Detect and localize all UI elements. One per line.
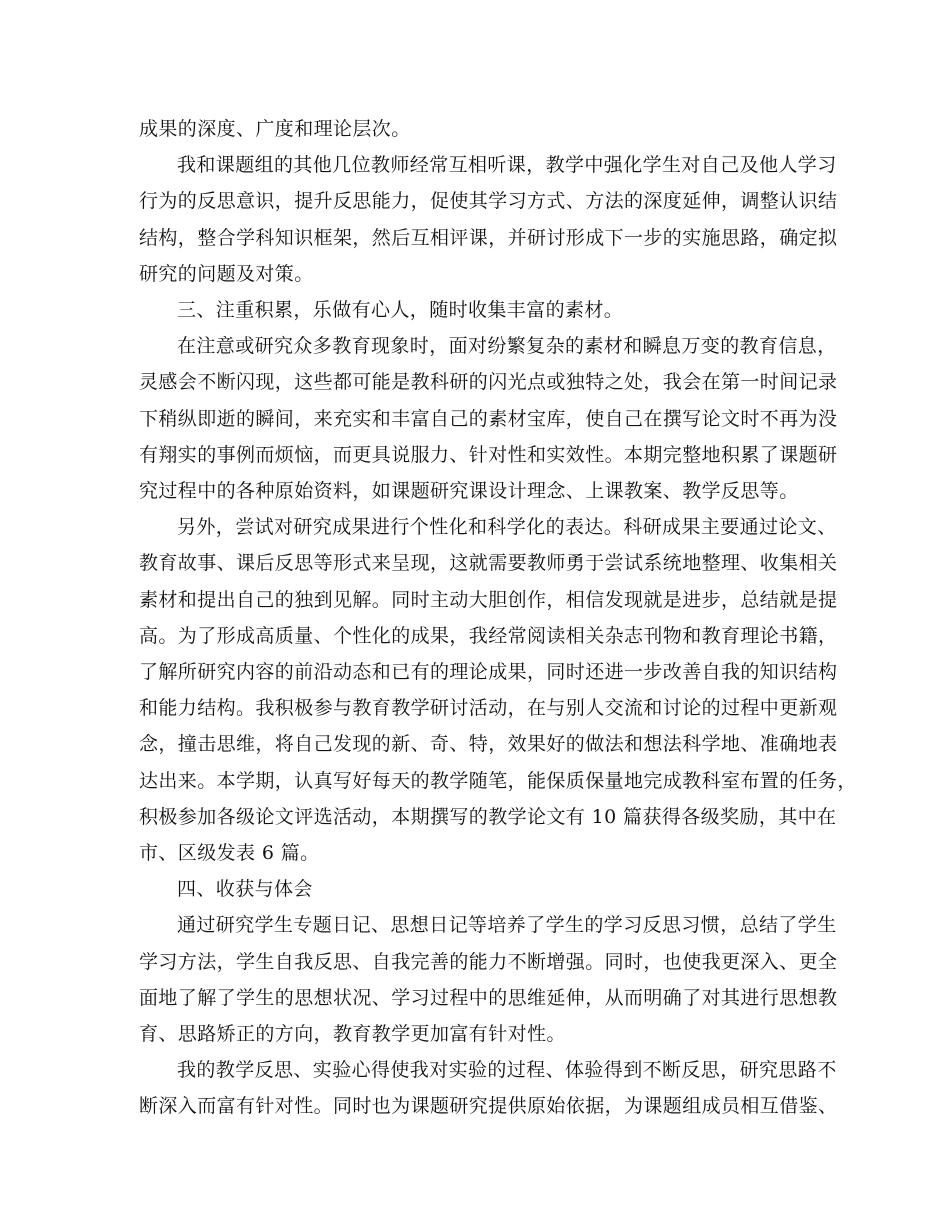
paragraph bbox=[139, 871, 819, 907]
text-line: 究过程中的各种原始资料，如课题研究课设计理念、上课教案、教学反思等。 bbox=[139, 480, 799, 503]
paragraph bbox=[139, 907, 838, 1052]
text-line: 和能力结构。我积极参与教育教学研讨活动，在与别人交流和讨论的过程中更新观 bbox=[139, 697, 838, 720]
document-body bbox=[139, 111, 857, 1125]
text-line: 下稍纵即逝的瞬间，来充实和丰富自己的素材宝库，使自己在撰写论文时不再为没 bbox=[139, 407, 838, 430]
text-line: 达出来。本学期，认真写好每天的教学随笔，能保质保量地完成教科室布置的任务， bbox=[139, 769, 857, 792]
text-line: 另外，尝试对研究成果进行个性化和科学化的表达。科研成果主要通过论文、 bbox=[177, 516, 837, 539]
text-line: 高。为了形成高质量、个性化的成果，我经常阅读相关杂志刊物和教育理论书籍， bbox=[139, 624, 838, 647]
text-line: 灵感会不断闪现，这些都可能是教科研的闪光点或独特之处，我会在第一时间记录 bbox=[139, 371, 838, 394]
text-line: 面地了解了学生的思想状况、学习过程中的思维延伸，从而明确了对其进行思想教 bbox=[139, 986, 838, 1009]
text-line: 了解所研究内容的前沿动态和已有的理论成果，同时还进一步改善自我的知识结构 bbox=[139, 661, 838, 684]
text-line: 教育故事、课后反思等形式来呈现，这就需要教师勇于尝试系统地整理、收集相关 bbox=[139, 552, 838, 575]
paragraph bbox=[139, 292, 819, 328]
text-line: 有翔实的事例而烦恼，而更具说服力、针对性和实效性。本期完整地积累了课题研 bbox=[139, 443, 838, 466]
text-line: 三、注重积累，乐做有心人，随时收集丰富的素材。 bbox=[177, 299, 624, 322]
text-line: 积极参加各级论文评选活动，本期撰写的教学论文有 10 篇获得各级奖励，其中在 bbox=[139, 805, 837, 828]
text-line: 素材和提出自己的独到见解。同时主动大胆创作，相信发现就是进步，总结就是提 bbox=[139, 588, 838, 611]
text-line: 市、区级发表 6 篇。 bbox=[139, 842, 320, 865]
text-line: 育、思路矫正的方向，教育教学更加富有针对性。 bbox=[139, 1023, 566, 1046]
text-line: 我和课题组的其他几位教师经常互相听课，教学中强化学生对自己及他人学习 bbox=[177, 154, 837, 177]
text-line: 结构，整合学科知识框架，然后互相评课，并研讨形成下一步的实施思路，确定拟 bbox=[139, 226, 838, 249]
paragraph bbox=[139, 328, 838, 509]
paragraph bbox=[139, 147, 838, 292]
paragraph bbox=[139, 111, 819, 147]
text-line: 学习方法，学生自我反思、自我完善的能力不断增强。同时，也使我更深入、更全 bbox=[139, 950, 838, 973]
text-line: 通过研究学生专题日记、思想日记等培养了学生的学习反思习惯，总结了学生 bbox=[177, 914, 837, 937]
text-line: 念，撞击思维，将自己发现的新、奇、特，效果好的做法和想法科学地、准确地表 bbox=[139, 733, 838, 756]
text-line: 四、收获与体会 bbox=[177, 878, 313, 901]
text-line: 在注意或研究众多教育现象时，面对纷繁复杂的素材和瞬息万变的教育信息， bbox=[177, 335, 837, 358]
paragraph bbox=[139, 1052, 838, 1124]
paragraph bbox=[139, 509, 857, 871]
text-line: 成果的深度、广度和理论层次。 bbox=[139, 118, 411, 140]
text-line: 断深入而富有针对性。同时也为课题研究提供原始依据，为课题组成员相互借鉴、 bbox=[139, 1095, 838, 1118]
text-line: 行为的反思意识，提升反思能力，促使其学习方式、方法的深度延伸，调整认识结 bbox=[139, 190, 838, 213]
text-line: 研究的问题及对策。 bbox=[139, 262, 314, 285]
text-line: 我的教学反思、实验心得使我对实验的过程、体验得到不断反思，研究思路不 bbox=[177, 1059, 837, 1082]
